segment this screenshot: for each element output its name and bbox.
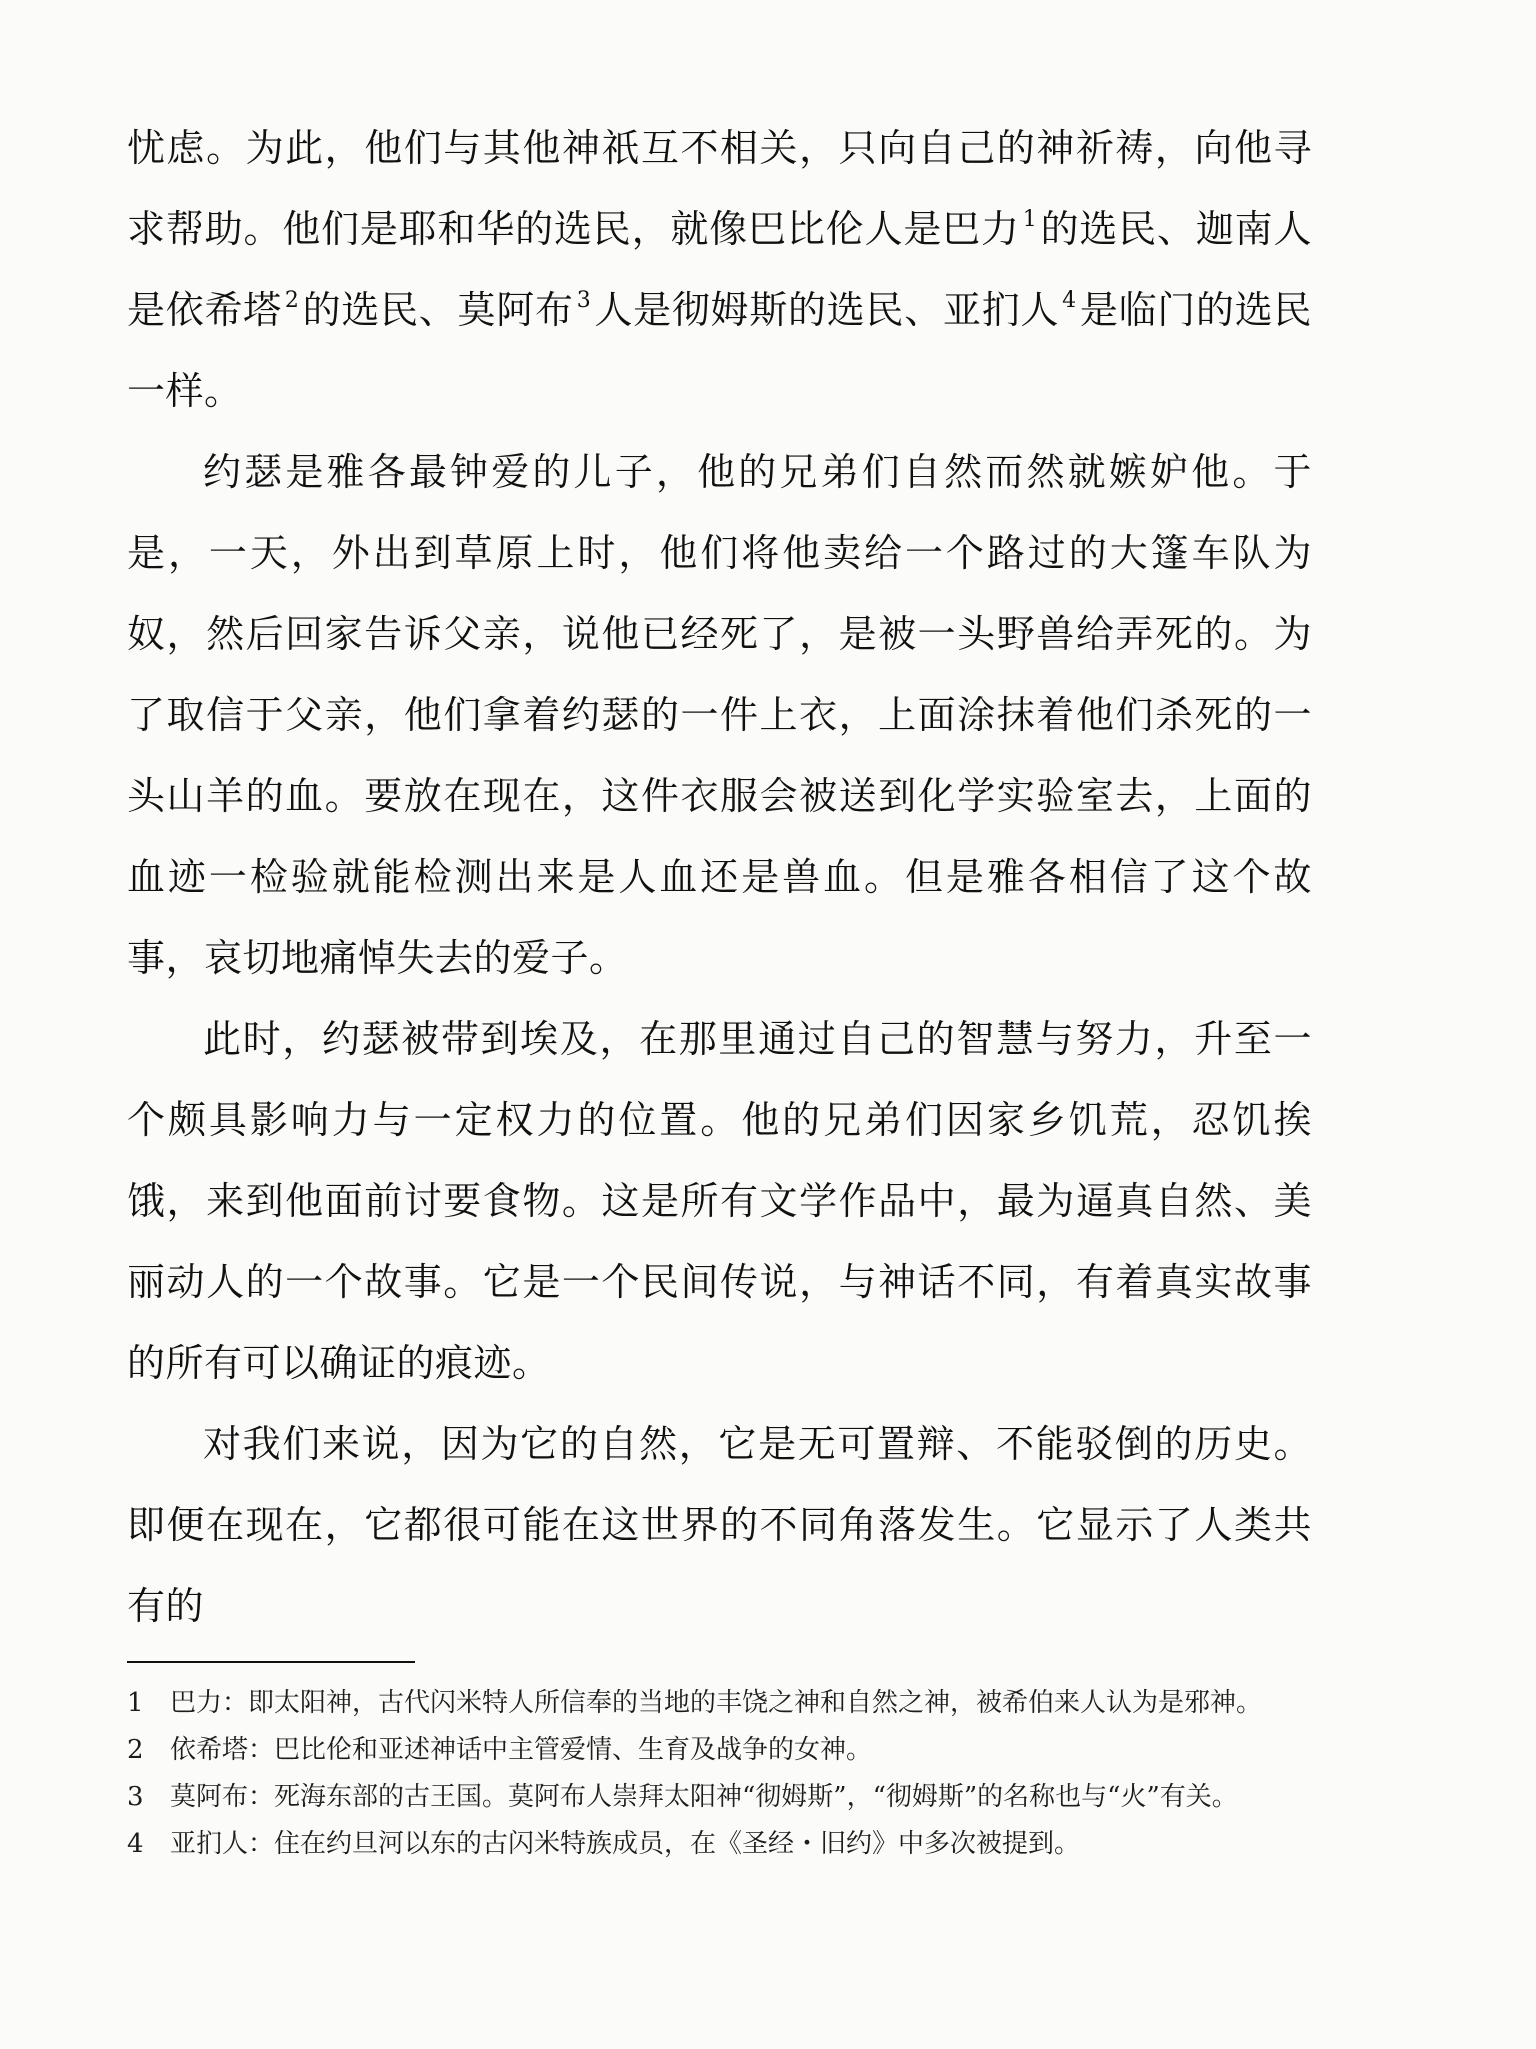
footnote-4-number: 4 [127, 1829, 144, 1859]
footnote-2-text: 依希塔：巴比伦和亚述神话中主管爱情、生育及战争的女神。 [170, 1735, 873, 1765]
footnote-2 [127, 1729, 1312, 1772]
paragraph-1-text-c: 的选民、莫阿布 [302, 288, 574, 332]
footnote-separator [127, 1661, 415, 1663]
footnote-3-text: 莫阿布：死海东部的古王国。莫阿布人崇拜太阳神“彻姆斯”，“彻姆斯”的名称也与“火”有关。 [170, 1782, 1238, 1812]
footnote-2-number: 2 [127, 1735, 144, 1765]
footnote-1-number: 1 [127, 1688, 144, 1718]
paragraph-1-text-e: 是临门的选民一样。 [127, 288, 1312, 413]
footnote-3 [127, 1776, 1312, 1819]
footnotes [127, 1682, 1312, 1870]
footnote-4-text: 亚扪人：住在约旦河以东的古闪米特族成员，在《圣经・旧约》中多次被提到。 [170, 1829, 1081, 1859]
paragraph-3: 此时，约瑟被带到埃及，在那里通过自己的智慧与努力，升至一个颇具影响力与一定权力的位置。他的兄弟们因家乡饥荒，忍饥挨饿，来到他面前讨要食物。这是所有文学作品中，最为逼真自然、美丽动人的一个故事。它是一个民间传说，与神话不同，有着真实故事的所有可以确证的痕迹。 [127, 1017, 1312, 1385]
footnote-ref-4: 4 [1062, 288, 1077, 313]
footnote-3-number: 3 [127, 1782, 144, 1812]
body-text [127, 108, 1312, 1647]
paragraph-1-text-d: 人是彻姆斯的选民、亚扪人 [594, 288, 1060, 332]
footnote-1 [127, 1682, 1312, 1725]
footnote-4 [127, 1823, 1312, 1866]
paragraph-1 [127, 108, 1312, 432]
footnote-ref-1: 1 [1022, 207, 1038, 232]
paragraph-2: 约瑟是雅各最钟爱的儿子，他的兄弟们自然而然就嫉妒他。于是，一天，外出到草原上时，他们将他卖给一个路过的大篷车队为奴，然后回家告诉父亲，说他已经死了，是被一头野兽给弄死的。为了取信于父亲，他们拿着约瑟的一件上衣，上面涂抹着他们杀死的一头山羊的血。要放在现在，这件衣服会被送到化学实验室去，上面的血迹一检验就能检测出来是人血还是兽血。但是雅各相信了这个故事，哀切地痛悼失去的爱子。 [127, 450, 1312, 980]
paragraph-4: 对我们来说，因为它的自然，它是无可置辩、不能驳倒的历史。即便在现在，它都很可能在这世界的不同角落发生。它显示了人类共有的 [127, 1422, 1312, 1628]
footnote-ref-2: 2 [284, 288, 300, 313]
footnote-1-text: 巴力：即太阳神，古代闪米特人所信奉的当地的丰饶之神和自然之神，被希伯来人认为是邪神。 [170, 1688, 1263, 1718]
paragraph-1-text-a: 忧虑。为此，他们与其他神祇互不相关，只向自己的神祈祷，向他寻求帮助。他们是耶和华的选民，就像巴比伦人是巴力 [127, 126, 1312, 251]
paragraph-1-text-b: 的选民、迦南人是依希塔 [127, 207, 1312, 332]
footnote-ref-3: 3 [576, 288, 592, 313]
